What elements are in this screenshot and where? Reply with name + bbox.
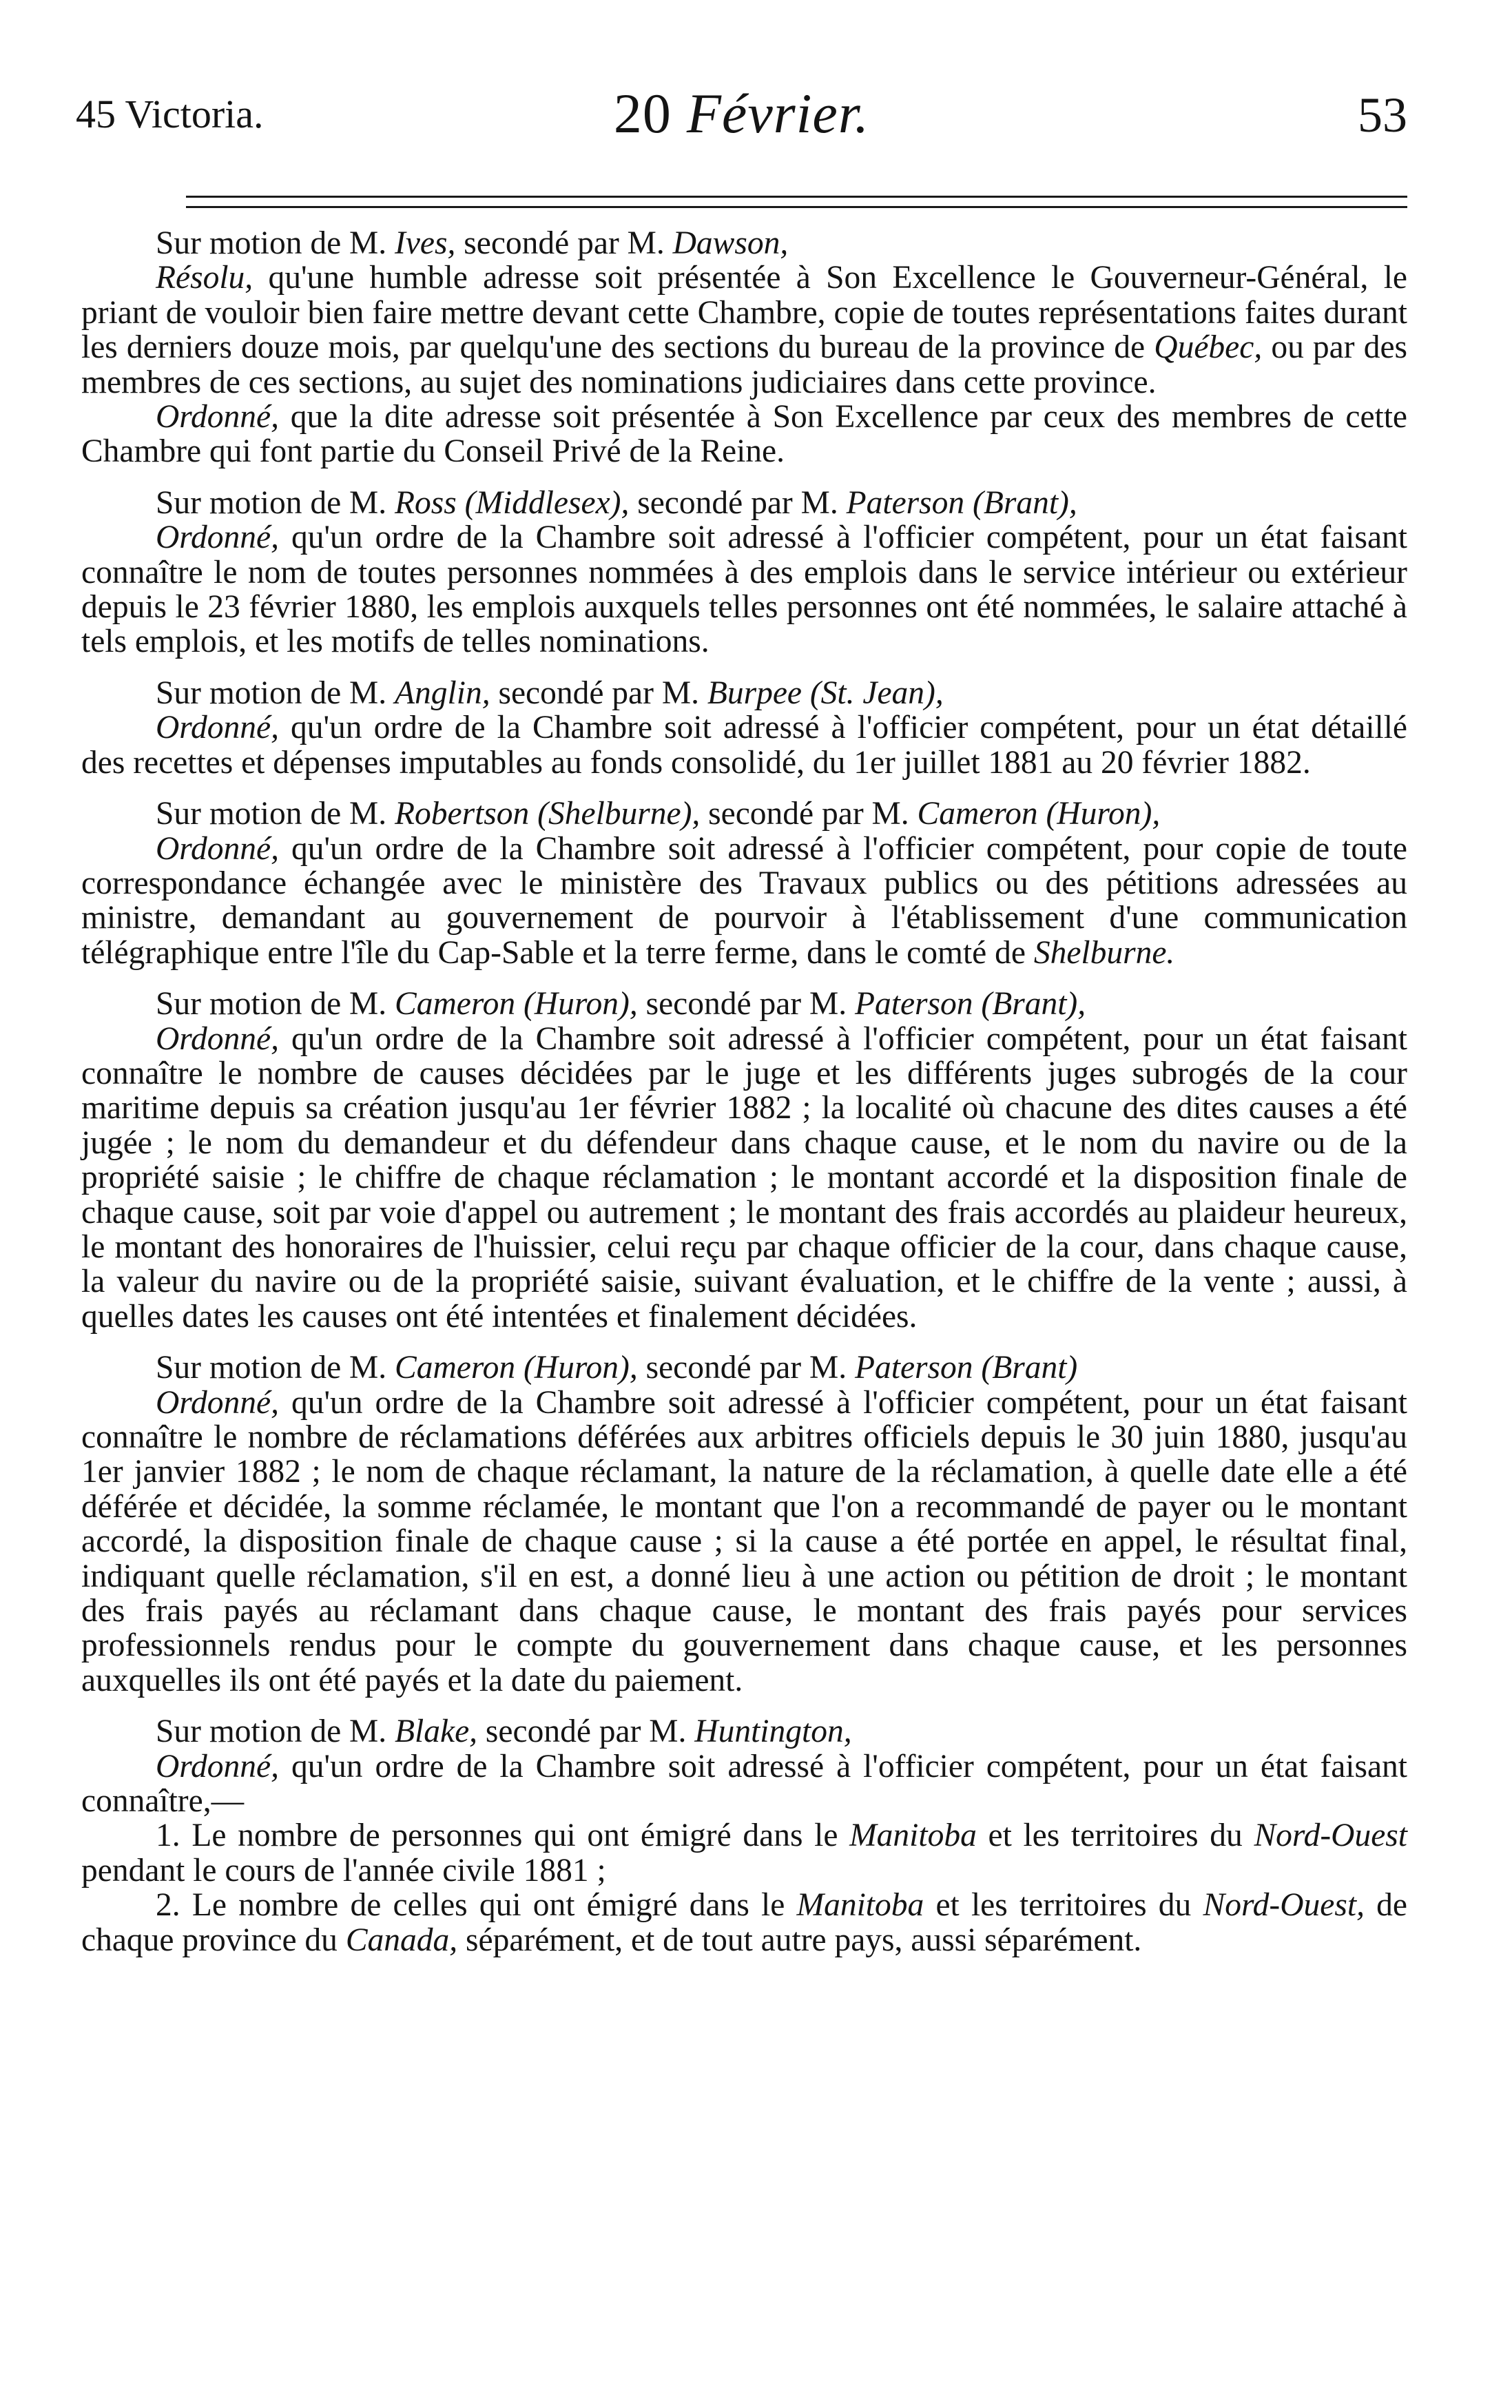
mover-name: Cameron (Huron),: [395, 986, 638, 1022]
seconder-name: Paterson (Brant),: [854, 986, 1086, 1022]
motion-line: Sur motion de M. Cameron (Huron), secondé par M. Paterson (Brant),: [156, 986, 1086, 1022]
order-paragraph: Ordonné, qu'un ordre de la Chambre soit adressé à l'officier compétent, pour un état faisant connaître,—: [81, 1748, 1408, 1820]
seconder-name: Paterson (Brant),: [846, 484, 1077, 521]
resolution-paragraph: Résolu, qu'une humble adresse soit présentée à Son Excellence le Gouverneur-Général, le priant de vouloir bien faire mettre devant cette Chambre, copie de toutes représentations faites durant les derniers douze mois, par quelqu'une des sections du bureau de la province de Québec, ou par des membres de ces sections, au sujet des nominations judiciaires dans cette province.: [81, 260, 1408, 400]
motion-line: Sur motion de M. Robertson (Shelburne), secondé par M. Cameron (Huron),: [156, 796, 1161, 832]
regnal-year: 45 Victoria.: [76, 92, 264, 136]
page-header: [76, 81, 1407, 157]
motion-line: Sur motion de M. Cameron (Huron), secondé par M. Paterson (Brant): [156, 1350, 1078, 1386]
order-paragraph: Ordonné, qu'un ordre de la Chambre soit adressé à l'officier compétent, pour un état faisant connaître le nombre de réclamations déférées aux arbitres officiels depuis le 30 juin 1880, jusqu'au 1er janvier 1882 ; le nom de chaque réclamant, la nature de la réclamation, à quelle date elle a été déférée et décidée, la somme réclamée, le montant que l'on a recommandé de payer ou le montant accordé, la disposition finale de chaque cause ; si la cause a été portée en appel, le résultat final, indiquant quelle réclamation, s'il en est, a donné lieu à une action ou pétition de droit ; le montant des frais payés au réclamant dans chaque cause, le montant des frais payés pour services professionnels rendus pour le compte du gouvernement dans chaque cause, et les personnes auxquelles ils ont été payés et la date du paiement.: [81, 1384, 1408, 1698]
mover-name: Anglin,: [395, 675, 490, 711]
order-paragraph: Ordonné, qu'un ordre de la Chambre soit adressé à l'officier compétent, pour un état détaillé des recettes et dépenses imputables au fonds consolidé, du 1er juillet 1881 au 20 février 1882.: [81, 710, 1407, 781]
mover-name: Ross (Middlesex),: [395, 484, 630, 521]
date-month: Février.: [686, 82, 870, 145]
order-paragraph: Ordonné, qu'un ordre de la Chambre soit adressé à l'officier compétent, pour un état faisant connaître le nombre de causes décidées par le juge et les différents juges subrogés de la cour maritime depuis sa création jusqu'au 1er février 1882 ; la localité où chacune des dites causes a été jugée ; le nom du demandeur et du défendeur dans chaque cause, et le nom du navire ou de la propriété saisie ; le chiffre de chaque réclamation ; le montant accordé et la disposition finale de chaque cause, soit par voie d'appel ou autrement ; le montant des frais accordés au plaideur heureux, le montant des honoraires de l'huissier, celui reçu par chaque officier de la cour, dans chaque cause, la valeur du navire ou de la propriété saisie, suivant évaluation, et le chiffre de la vente ; aussi, à quelles dates les causes ont été intentées et finalement décidées.: [81, 1020, 1408, 1335]
order-paragraph: Ordonné, que la dite adresse soit présentée à Son Excellence par ceux des membres de cette Chambre qui font partie du Conseil Privé de la Reine.: [81, 399, 1408, 470]
order-paragraph: Ordonné, qu'un ordre de la Chambre soit adressé à l'officier compétent, pour copie de toute correspondance échangée avec le ministère des Travaux publics ou des pétitions adressées au ministre, demandant au gouvernement de pourvoir à l'établissement d'une communication télégraphique entre l'île du Cap-Sable et la terre ferme, dans le comté de Shelburne.: [81, 830, 1408, 971]
header-rule-bottom: [186, 206, 1407, 208]
running-date: [76, 81, 1407, 146]
seconder-name: Cameron (Huron),: [917, 796, 1161, 832]
mover-name: Ives,: [395, 225, 456, 261]
motion-line: Sur motion de M. Anglin, secondé par M. Burpee (St. Jean),: [156, 675, 944, 711]
mover-name: Cameron (Huron),: [395, 1350, 638, 1386]
motion-line: Sur motion de M. Ross (Middlesex), secondé par M. Paterson (Brant),: [156, 484, 1077, 521]
seconder-name: Dawson,: [672, 225, 789, 261]
seconder-name: Paterson (Brant): [854, 1350, 1078, 1386]
numbered-item: 2. Le nombre de celles qui ont émigré dans le Manitoba et les territoires du Nord-Ouest, de chaque province du Canada, séparément, et de tout autre pays, aussi séparément.: [81, 1887, 1407, 1958]
header-rule-top: [186, 196, 1407, 198]
page-number: 53: [1358, 88, 1407, 143]
motion-line: Sur motion de M. Ives, secondé par M. Dawson,: [156, 225, 789, 261]
seconder-name: Burpee (St. Jean),: [707, 675, 944, 711]
numbered-item: 1. Le nombre de personnes qui ont émigré dans le Manitoba et les territoires du Nord-Ouest pendant le cours de l'année civile 1881 ;: [81, 1818, 1407, 1889]
mover-name: Robertson (Shelburne),: [395, 796, 701, 832]
journal-text: [81, 226, 1407, 1957]
order-paragraph: Ordonné, qu'un ordre de la Chambre soit adressé à l'officier compétent, pour un état faisant connaître le nom de toutes personnes nommées à des emplois dans le service intérieur ou extérieur depuis le 23 février 1880, les emplois auxquels telles personnes ont été nommées, le salaire attaché à tels emplois, et les motifs de telles nominations.: [81, 519, 1408, 660]
seconder-name: Huntington,: [694, 1714, 852, 1750]
motion-line: Sur motion de M. Blake, secondé par M. Huntington,: [156, 1714, 852, 1750]
mover-name: Blake,: [395, 1714, 478, 1750]
date-day: 20: [613, 82, 672, 145]
